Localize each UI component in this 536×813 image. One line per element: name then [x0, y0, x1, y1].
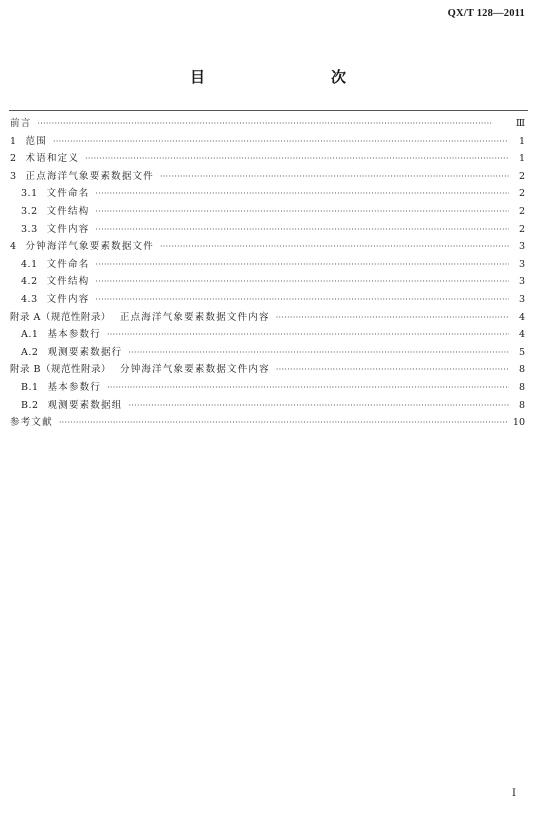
toc-entry[interactable] — [10, 185, 525, 203]
toc-entry-number: 附录 B（规范性附录） — [10, 364, 112, 376]
toc-entry[interactable] — [10, 221, 525, 239]
toc-entry-number: 4.1 — [21, 258, 38, 270]
toc-entry-title: 基本参数行 — [47, 381, 102, 393]
toc-entry-title: 观测要素数据行 — [47, 346, 123, 358]
toc-entry[interactable] — [10, 150, 525, 168]
toc-entry-page: 1 — [518, 153, 525, 165]
toc-entry[interactable] — [10, 309, 525, 327]
dot-leader — [59, 414, 507, 432]
toc-entry-number: 4.3 — [21, 293, 38, 305]
toc-entry-page: 10 — [512, 417, 525, 429]
toc-entry-page: 4 — [518, 311, 525, 323]
toc-entry-title: 术语和定义 — [25, 153, 80, 165]
toc-entry[interactable] — [10, 344, 525, 362]
toc-entry-page: 2 — [518, 188, 525, 200]
dot-leader — [95, 221, 509, 239]
toc-entry-title: 正点海洋气象要素数据文件内容 — [119, 311, 270, 323]
dot-leader — [128, 344, 509, 362]
dot-leader — [95, 203, 509, 221]
toc-entry-page: 8 — [518, 364, 525, 376]
toc-entry-title: 文件内容 — [46, 223, 90, 235]
toc-entry-title: 正点海洋气象要素数据文件 — [25, 170, 154, 182]
toc-entry-page: 2 — [518, 170, 525, 182]
toc-entry-number: 2 — [10, 153, 17, 165]
toc-entry-title: 文件结构 — [46, 276, 90, 288]
toc-entry[interactable] — [10, 379, 525, 397]
dot-leader — [107, 379, 509, 397]
toc-entry-title: 基本参数行 — [47, 329, 101, 341]
toc-entry-number: 3 — [10, 170, 17, 182]
dot-leader — [276, 361, 509, 379]
standard-code: QX/T 128—2011 — [447, 8, 525, 19]
toc-entry[interactable] — [10, 238, 525, 256]
toc-entry-page: 5 — [518, 346, 525, 358]
toc-entry[interactable] — [10, 361, 525, 379]
toc-entry[interactable] — [10, 133, 525, 151]
page-number: Ⅰ — [512, 788, 516, 799]
toc-entry-page: 2 — [518, 205, 525, 217]
page-title: 目 次 — [189, 68, 378, 86]
dot-leader — [37, 115, 509, 133]
toc-entry-page: Ⅲ — [515, 118, 525, 129]
toc-entry-page: 3 — [518, 276, 525, 288]
dot-leader — [95, 185, 509, 203]
toc-entry-number: 附录 A（规范性附录） — [10, 311, 111, 323]
toc-entry[interactable] — [10, 414, 525, 432]
toc-entry[interactable] — [10, 203, 525, 221]
toc-entry-number: 3.2 — [21, 205, 38, 217]
toc-entry-page: 1 — [518, 135, 525, 147]
toc-entry-title: 前言 — [10, 118, 32, 129]
toc-entry-title: 分钟海洋气象要素数据文件内容 — [120, 364, 270, 376]
toc-entry-page: 4 — [518, 329, 525, 341]
toc-entry-page: 8 — [518, 399, 525, 411]
dot-leader — [53, 133, 509, 151]
dot-leader — [85, 150, 509, 168]
toc-entry-number: 1 — [10, 135, 17, 147]
dot-leader — [95, 256, 509, 274]
toc-entry-page: 3 — [518, 293, 525, 305]
toc-entry-number: A.1 — [21, 329, 39, 341]
toc-entry-page: 3 — [518, 241, 525, 253]
dot-leader — [128, 397, 509, 415]
toc-entry-page: 2 — [518, 223, 525, 235]
toc-entry-number: 4 — [10, 241, 17, 253]
toc-entry-number: 3.3 — [21, 223, 38, 235]
toc-entry-number: B.1 — [21, 381, 39, 393]
toc-entry-title: 观测要素数据组 — [47, 399, 123, 411]
title-divider — [9, 110, 528, 111]
dot-leader — [160, 168, 509, 186]
toc-entry-number: 3.1 — [21, 188, 38, 200]
toc-entry-title: 文件内容 — [46, 293, 90, 305]
toc-entry-page: 8 — [518, 381, 525, 393]
toc-entry[interactable] — [10, 168, 525, 186]
toc-entry[interactable] — [10, 273, 525, 291]
table-of-contents — [10, 115, 525, 432]
toc-entry[interactable] — [10, 397, 525, 415]
toc-entry[interactable] — [10, 326, 525, 344]
toc-entry-number: A.2 — [21, 346, 39, 358]
toc-entry-page: 3 — [518, 258, 525, 270]
toc-entry-title: 文件命名 — [46, 188, 90, 200]
toc-entry-title: 分钟海洋气象要素数据文件 — [25, 241, 154, 253]
dot-leader — [276, 309, 509, 327]
toc-entry-number: 4.2 — [21, 276, 38, 288]
dot-leader — [95, 273, 509, 291]
toc-entry[interactable] — [10, 256, 525, 274]
toc-entry-title: 参考文献 — [10, 417, 53, 429]
toc-entry-title: 范围 — [25, 135, 47, 147]
dot-leader — [95, 291, 509, 309]
dot-leader — [107, 326, 509, 344]
toc-entry-number: B.2 — [21, 399, 39, 411]
toc-entry[interactable] — [10, 115, 525, 133]
dot-leader — [160, 238, 509, 256]
toc-entry[interactable] — [10, 291, 525, 309]
toc-entry-title: 文件命名 — [46, 258, 90, 270]
toc-entry-title: 文件结构 — [46, 205, 90, 217]
